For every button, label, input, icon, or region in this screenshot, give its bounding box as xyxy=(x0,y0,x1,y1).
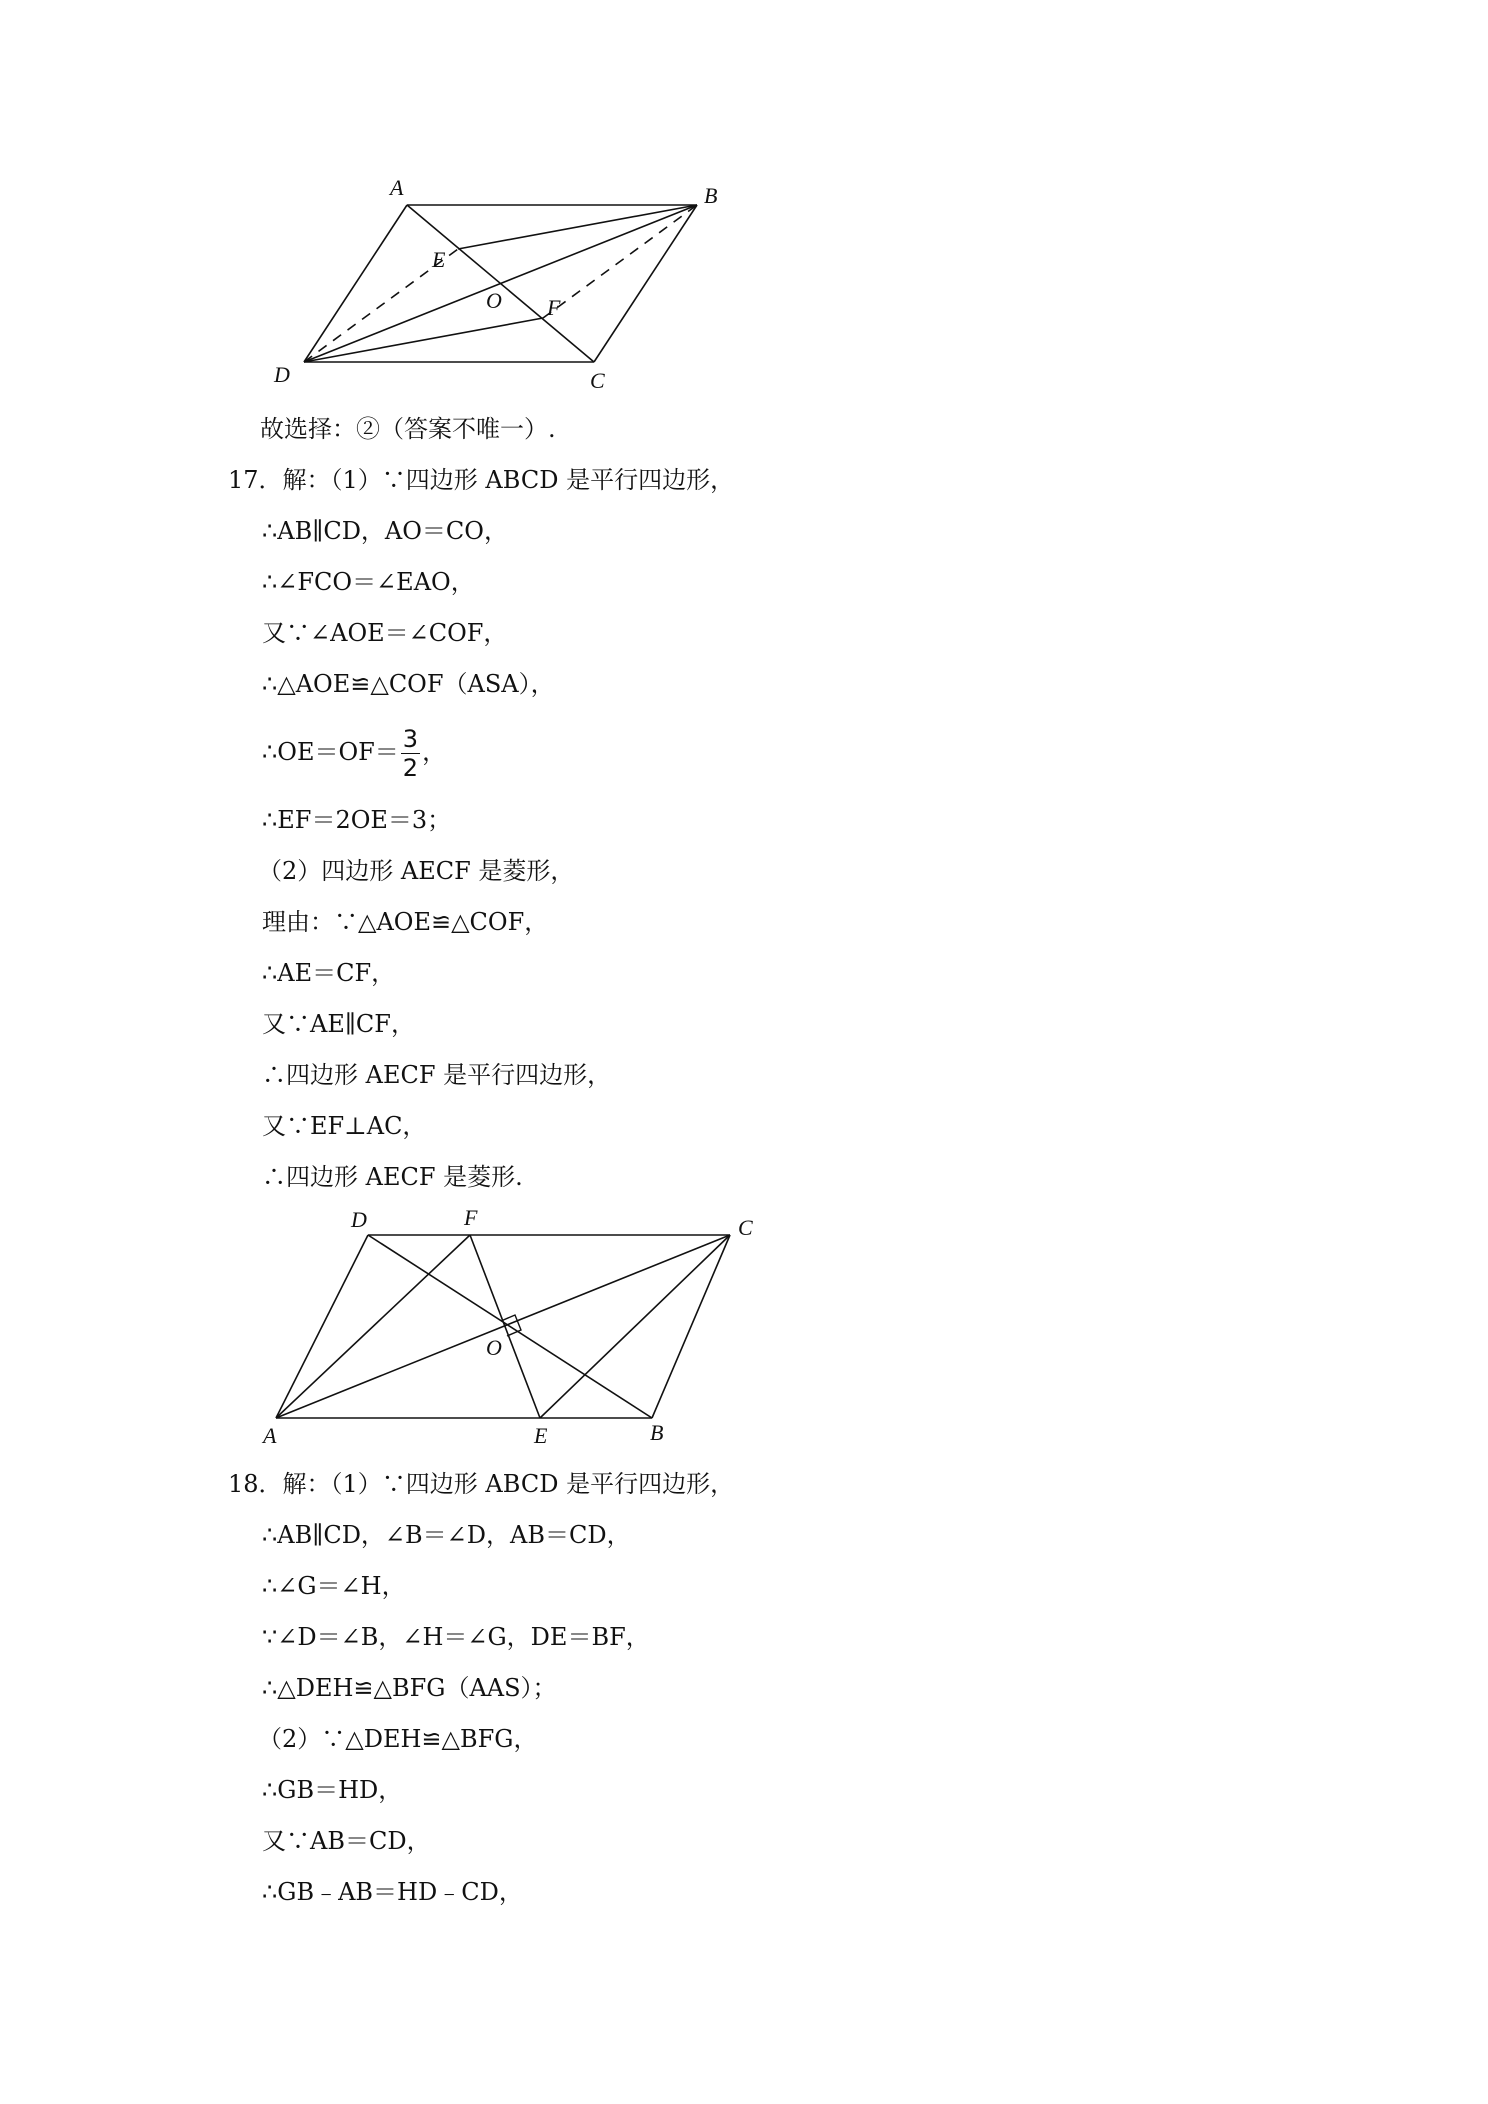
figure-1-svg xyxy=(260,170,740,400)
q18-line-6: （2）∵△DEH≌△BFG， xyxy=(258,1725,538,1753)
segment-fe xyxy=(470,1235,540,1418)
q17-line-8: （2）四边形 AECF 是菱形， xyxy=(258,857,575,885)
label-e: E xyxy=(432,247,446,272)
label-a: A xyxy=(263,1423,277,1448)
segment-df xyxy=(304,318,543,362)
label-f: F xyxy=(464,1205,478,1230)
figure-2-svg xyxy=(260,1205,780,1455)
figure-parallelogram-1 xyxy=(260,170,740,400)
fraction-numerator: 3 xyxy=(402,725,419,753)
segment-bc xyxy=(594,205,697,362)
segment-ec xyxy=(540,1235,730,1418)
q17-line-9: 理由：∵△AOE≌△COF， xyxy=(262,908,549,936)
q17-line-7: ∴EF＝2OE＝3； xyxy=(262,806,452,834)
label-o: O xyxy=(486,1335,502,1360)
segment-fb-dashed xyxy=(543,205,697,318)
segment-eb xyxy=(458,205,697,249)
label-b: B xyxy=(650,1420,664,1445)
label-c: C xyxy=(590,368,605,393)
figure-parallelogram-2 xyxy=(260,1205,780,1455)
q18-line-1: 18．解：（1）∵四边形 ABCD 是平行四边形， xyxy=(228,1470,735,1498)
q17-line-11: 又∵AE∥CF， xyxy=(262,1010,415,1038)
q18-line-5: ∴△DEH≌△BFG（AAS）； xyxy=(262,1674,557,1702)
intro-line: 故选择：②（答案不唯一）. xyxy=(260,415,556,443)
segment-db xyxy=(368,1235,652,1418)
fraction-denominator: 2 xyxy=(402,754,419,782)
segment-ac xyxy=(276,1235,730,1418)
q18-line-3: ∴∠G＝∠H， xyxy=(262,1572,406,1600)
q17-line-14: ∴四边形 AECF 是菱形. xyxy=(262,1163,523,1191)
q17-line-5: ∴△AOE≌△COF（ASA）， xyxy=(262,670,555,698)
q18-line-8: 又∵AB＝CD， xyxy=(262,1827,431,1855)
q17-line-1: 17．解：（1）∵四边形 ABCD 是平行四边形， xyxy=(228,466,735,494)
fraction-suffix: ， xyxy=(422,738,447,766)
q17-line-3: ∴∠FCO＝∠EAO， xyxy=(262,568,475,596)
q18-line-2: ∴AB∥CD，∠B＝∠D，AB＝CD， xyxy=(262,1521,631,1549)
q18-line-7: ∴GB＝HD， xyxy=(262,1776,403,1804)
segment-db xyxy=(304,205,697,362)
label-d: D xyxy=(274,362,290,387)
q17-line-4: 又∵∠AOE＝∠COF， xyxy=(262,619,508,647)
label-c: C xyxy=(738,1215,753,1240)
label-o: O xyxy=(486,288,502,313)
q17-line-13: 又∵EF⊥AC， xyxy=(262,1112,427,1140)
segment-ad xyxy=(304,205,407,362)
segment-af xyxy=(276,1235,470,1418)
label-e: E xyxy=(534,1423,548,1448)
label-f: F xyxy=(547,295,561,320)
fraction-three-halves xyxy=(401,727,420,780)
segment-ad xyxy=(276,1235,368,1418)
q17-line-12: ∴四边形 AECF 是平行四边形， xyxy=(262,1061,612,1089)
q17-line-6-text: ∴OE＝OF＝ xyxy=(262,738,399,766)
label-b: B xyxy=(704,183,718,208)
q18-line-4: ∵∠D＝∠B，∠H＝∠G，DE＝BF， xyxy=(262,1623,650,1651)
q17-line-10: ∴AE＝CF， xyxy=(262,959,396,987)
label-d: D xyxy=(351,1207,367,1232)
q17-line-2: ∴AB∥CD，AO＝CO， xyxy=(262,517,508,545)
label-a: A xyxy=(390,175,404,200)
q18-line-9: ∴GB﹣AB＝HD﹣CD， xyxy=(262,1878,523,1906)
q17-line-6 xyxy=(262,727,446,780)
